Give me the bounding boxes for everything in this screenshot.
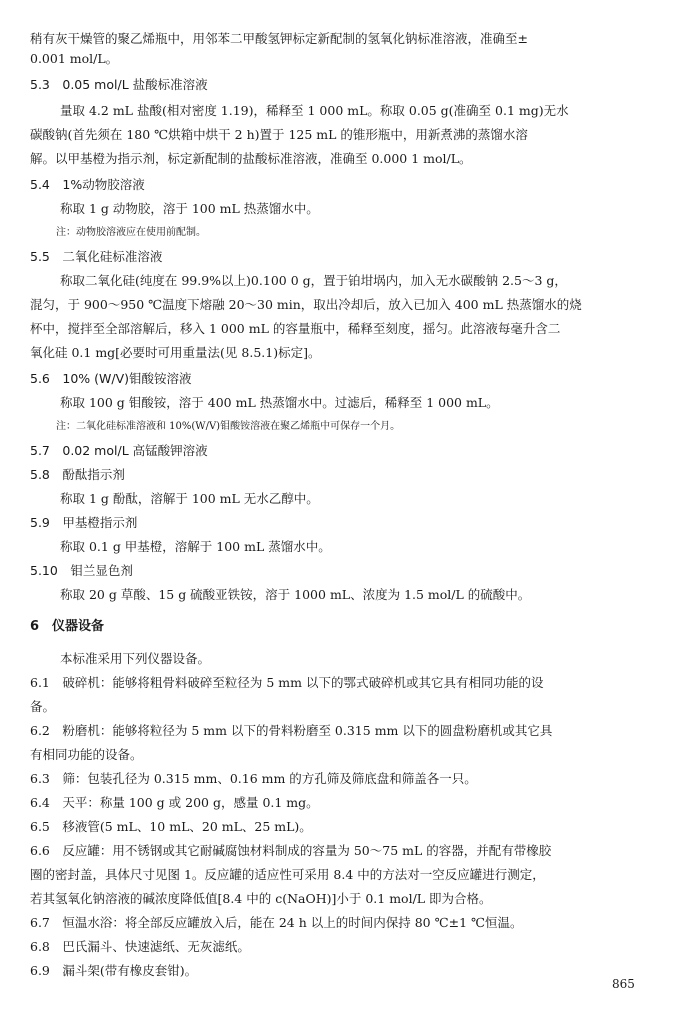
paragraph-line: 氧化硅 0.1 mg[必要时可用重量法(见 8.5.1)标定]。 [30,345,321,360]
paragraph-line: 6.9 漏斗架(带有橡皮套钳)。 [30,963,198,978]
section-heading-5-5: 5.5 二氧化硅标准溶液 [30,249,163,264]
chapter-heading-6: 6 仪器设备 [30,619,105,634]
paragraph-line: 6.3 筛：包装孔径为 0.315 mm、0.16 mm 的方孔筛及筛底盘和筛盖各一只。 [30,771,477,786]
paragraph-line: 解。以甲基橙为指示剂，标定新配制的盐酸标准溶液，准确至 0.000 1 mol/L。 [30,151,472,166]
paragraph-line: 备。 [30,699,56,714]
paragraph-line: 圈的密封盖，具体尺寸见图 1。反应罐的适应性可采用 8.4 中的方法对一空反应罐进行测定， [30,867,545,882]
paragraph-line: 6.8 巴氏漏斗、快速滤纸、无灰滤纸。 [30,939,250,954]
section-heading-5-10: 5.10 钼兰显色剂 [30,563,133,578]
section-heading-5-6: 5.6 10% (W/V)钼酸铵溶液 [30,371,192,386]
note-text: 注：二氧化硅标准溶液和 10%(W/V)钼酸铵溶液在聚乙烯瓶中可保存一个月。 [56,421,401,432]
section-heading-5-9: 5.9 甲基橙指示剂 [30,515,138,530]
paragraph-line: 杯中，搅拌至全部溶解后，移入 1 000 mL 的容量瓶中，稀释至刻度，摇匀。此溶液每毫升含二 [30,321,561,336]
section-heading-5-8: 5.8 酚酞指示剂 [30,467,125,482]
paragraph-line: 有相同功能的设备。 [30,747,143,762]
section-heading-5-7: 5.7 0.02 mol/L 高锰酸钾溶液 [30,443,208,458]
paragraph-line: 混匀，于 900～950 ℃温度下熔融 20～30 min，取出冷却后，放入已加入 400 mL 热蒸馏水的烧 [30,297,582,312]
paragraph-line: 6.6 反应罐：用不锈钢或其它耐碱腐蚀材料制成的容量为 50～75 mL 的容器，并配有带橡胶 [30,843,552,858]
paragraph-line: 6.5 移液管(5 mL、10 mL、20 mL、25 mL)。 [30,819,312,834]
paragraph-line: 6.2 粉磨机：能够将粒径为 5 mm 以下的骨料粉磨至 0.315 mm 以下的圆盘粉磨机或其它具 [30,723,553,738]
section-heading-5-3: 5.3 0.05 mol/L 盐酸标准溶液 [30,77,208,92]
note-text: 注：动物胶溶液应在使用前配制。 [56,227,206,238]
paragraph-line: 若其氢氧化钠溶液的碱浓度降低值[8.4 中的 c(NaOH)]小于 0.1 mol/L 即为合格。 [30,891,492,906]
paragraph-line: 称取 1 g 酚酞，溶解于 100 mL 无水乙醇中。 [60,491,319,506]
paragraph-line: 称取 1 g 动物胶，溶于 100 mL 热蒸馏水中。 [60,201,319,216]
paragraph-line: 称取 0.1 g 甲基橙，溶解于 100 mL 蒸馏水中。 [60,539,331,554]
paragraph-line: 量取 4.2 mL 盐酸(相对密度 1.19)，稀释至 1 000 mL。称取 0.05 g(准确至 0.1 mg)无水 [60,103,569,118]
page-number: 865 [612,977,635,991]
paragraph-line: 称取二氧化硅(纯度在 99.9%以上)0.100 0 g，置于铂坩埚内，加入无水碳酸钠 2.5～3 g， [60,273,567,288]
paragraph-line: 称取 100 g 钼酸铵，溶于 400 mL 热蒸馏水中。过滤后，稀释至 1 000 mL。 [60,395,499,410]
paragraph-line: 6.1 破碎机：能够将粗骨料破碎至粒径为 5 mm 以下的鄂式破碎机或其它具有相同功能的设 [30,675,544,690]
paragraph-line: 6.7 恒温水浴：将全部反应罐放入后，能在 24 h 以上的时间内保持 80 ℃±1 ℃恒温。 [30,915,523,930]
paragraph-line: 称取 20 g 草酸、15 g 硫酸亚铁铵，溶于 1000 mL、浓度为 1.5 mol/L 的硫酸中。 [60,587,531,602]
paragraph-line: 本标准采用下列仪器设备。 [60,651,211,666]
paragraph-line: 稍有灰干燥管的聚乙烯瓶中，用邻苯二甲酸氢钾标定新配制的氢氧化钠标准溶液，准确至± [30,31,528,46]
paragraph-line: 0.001 mol/L。 [30,51,119,66]
paragraph-line: 碳酸钠(首先须在 180 ℃烘箱中烘干 2 h)置于 125 mL 的锥形瓶中，用新煮沸的蒸馏水溶 [30,127,528,142]
paragraph-line: 6.4 天平：称量 100 g 或 200 g，感量 0.1 mg。 [30,795,319,810]
section-heading-5-4: 5.4 1%动物胶溶液 [30,177,145,192]
